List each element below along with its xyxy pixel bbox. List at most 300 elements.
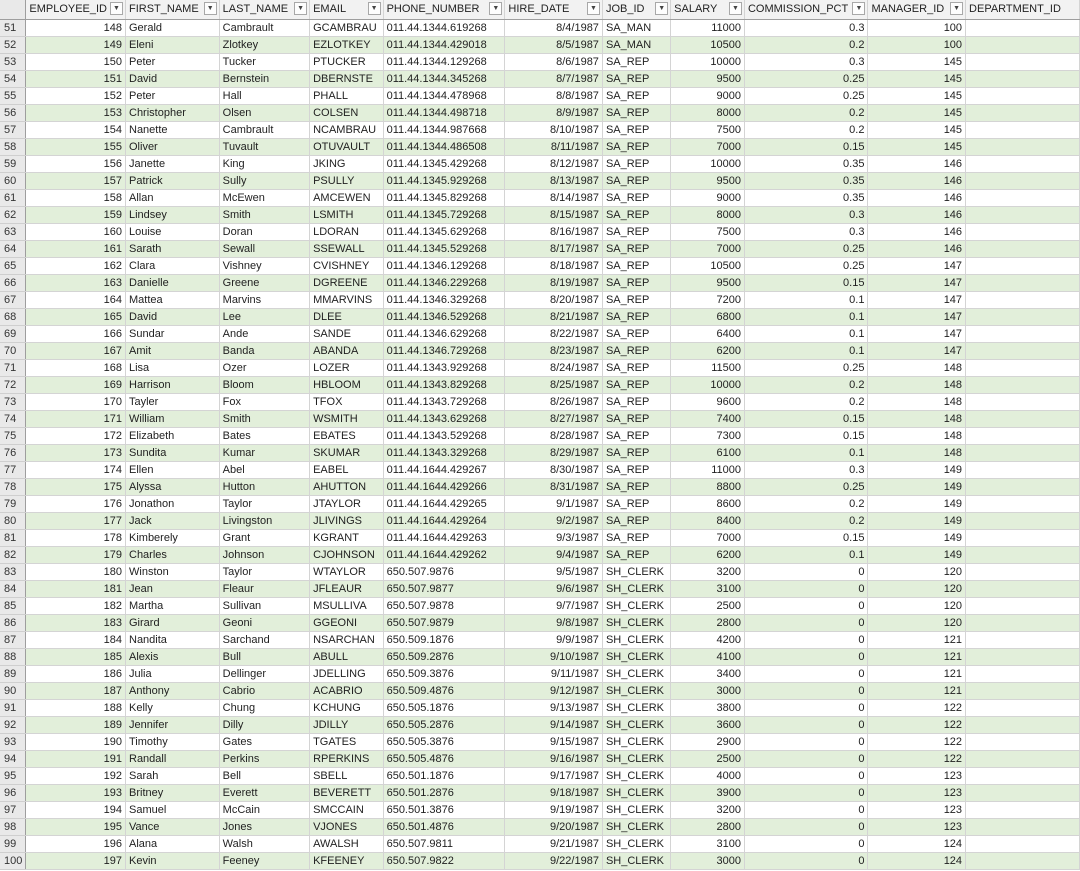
cell-ln[interactable]: Gates: [219, 733, 309, 750]
cell-em[interactable]: NCAMBRAU: [310, 121, 384, 138]
cell-ln[interactable]: Bell: [219, 767, 309, 784]
cell-ph[interactable]: 011.44.1344.619268: [383, 19, 505, 36]
cell-fn[interactable]: Nanette: [126, 121, 220, 138]
cell-com[interactable]: 0.25: [744, 257, 867, 274]
cell-sal[interactable]: 6200: [671, 342, 745, 359]
cell-hd[interactable]: 9/18/1987: [505, 784, 603, 801]
cell-dep[interactable]: [966, 699, 1080, 716]
cell-ph[interactable]: 011.44.1343.929268: [383, 359, 505, 376]
cell-sal[interactable]: 4200: [671, 631, 745, 648]
cell-fn[interactable]: Julia: [126, 665, 220, 682]
cell-em[interactable]: ABANDA: [310, 342, 384, 359]
cell-com[interactable]: 0.1: [744, 325, 867, 342]
cell-fn[interactable]: Oliver: [126, 138, 220, 155]
cell-em[interactable]: VJONES: [310, 818, 384, 835]
cell-id[interactable]: 189: [26, 716, 126, 733]
filter-dropdown-icon[interactable]: ▼: [852, 2, 865, 15]
cell-ph[interactable]: 650.509.1876: [383, 631, 505, 648]
cell-id[interactable]: 193: [26, 784, 126, 801]
cell-dep[interactable]: [966, 223, 1080, 240]
cell-mgr[interactable]: 100: [868, 36, 966, 53]
cell-em[interactable]: JTAYLOR: [310, 495, 384, 512]
cell-fn[interactable]: Amit: [126, 342, 220, 359]
cell-ln[interactable]: Ozer: [219, 359, 309, 376]
row-number[interactable]: 70: [0, 342, 26, 359]
cell-ln[interactable]: Tucker: [219, 53, 309, 70]
cell-id[interactable]: 155: [26, 138, 126, 155]
cell-em[interactable]: PTUCKER: [310, 53, 384, 70]
cell-mgr[interactable]: 121: [868, 682, 966, 699]
cell-ln[interactable]: Sarchand: [219, 631, 309, 648]
cell-em[interactable]: SANDE: [310, 325, 384, 342]
cell-hd[interactable]: 8/9/1987: [505, 104, 603, 121]
cell-hd[interactable]: 9/10/1987: [505, 648, 603, 665]
cell-job[interactable]: SH_CLERK: [602, 784, 670, 801]
cell-mgr[interactable]: 121: [868, 648, 966, 665]
cell-ln[interactable]: Olsen: [219, 104, 309, 121]
cell-em[interactable]: LDORAN: [310, 223, 384, 240]
column-header-fn[interactable]: [126, 0, 220, 19]
cell-id[interactable]: 160: [26, 223, 126, 240]
cell-com[interactable]: 0.2: [744, 121, 867, 138]
cell-job[interactable]: SH_CLERK: [602, 563, 670, 580]
cell-em[interactable]: JLIVINGS: [310, 512, 384, 529]
cell-sal[interactable]: 3000: [671, 682, 745, 699]
cell-em[interactable]: MMARVINS: [310, 291, 384, 308]
cell-em[interactable]: PSULLY: [310, 172, 384, 189]
cell-em[interactable]: ACABRIO: [310, 682, 384, 699]
cell-sal[interactable]: 9000: [671, 87, 745, 104]
cell-job[interactable]: SA_MAN: [602, 19, 670, 36]
cell-dep[interactable]: [966, 478, 1080, 495]
cell-hd[interactable]: 9/8/1987: [505, 614, 603, 631]
cell-ph[interactable]: 011.44.1644.429266: [383, 478, 505, 495]
cell-sal[interactable]: 3200: [671, 563, 745, 580]
cell-dep[interactable]: [966, 750, 1080, 767]
cell-ph[interactable]: 650.505.4876: [383, 750, 505, 767]
cell-dep[interactable]: [966, 631, 1080, 648]
cell-id[interactable]: 157: [26, 172, 126, 189]
cell-dep[interactable]: [966, 818, 1080, 835]
cell-com[interactable]: 0.3: [744, 19, 867, 36]
cell-ph[interactable]: 011.44.1346.529268: [383, 308, 505, 325]
cell-hd[interactable]: 8/30/1987: [505, 461, 603, 478]
cell-mgr[interactable]: 122: [868, 733, 966, 750]
cell-ph[interactable]: 011.44.1343.529268: [383, 427, 505, 444]
cell-ln[interactable]: Hall: [219, 87, 309, 104]
cell-ph[interactable]: 011.44.1343.629268: [383, 410, 505, 427]
cell-ln[interactable]: Dellinger: [219, 665, 309, 682]
cell-id[interactable]: 173: [26, 444, 126, 461]
row-number[interactable]: 64: [0, 240, 26, 257]
cell-sal[interactable]: 9000: [671, 189, 745, 206]
cell-job[interactable]: SA_REP: [602, 495, 670, 512]
cell-mgr[interactable]: 149: [868, 512, 966, 529]
cell-hd[interactable]: 9/7/1987: [505, 597, 603, 614]
cell-em[interactable]: JDILLY: [310, 716, 384, 733]
cell-fn[interactable]: Patrick: [126, 172, 220, 189]
row-number[interactable]: 55: [0, 87, 26, 104]
cell-id[interactable]: 152: [26, 87, 126, 104]
cell-fn[interactable]: Kimberely: [126, 529, 220, 546]
cell-ph[interactable]: 011.44.1344.498718: [383, 104, 505, 121]
row-number[interactable]: 61: [0, 189, 26, 206]
cell-ln[interactable]: Sullivan: [219, 597, 309, 614]
cell-sal[interactable]: 10000: [671, 376, 745, 393]
row-number[interactable]: 78: [0, 478, 26, 495]
cell-em[interactable]: TGATES: [310, 733, 384, 750]
cell-id[interactable]: 178: [26, 529, 126, 546]
cell-mgr[interactable]: 147: [868, 308, 966, 325]
cell-ln[interactable]: Abel: [219, 461, 309, 478]
cell-ln[interactable]: Johnson: [219, 546, 309, 563]
cell-fn[interactable]: Britney: [126, 784, 220, 801]
cell-hd[interactable]: 8/7/1987: [505, 70, 603, 87]
cell-ln[interactable]: Banda: [219, 342, 309, 359]
cell-mgr[interactable]: 145: [868, 121, 966, 138]
cell-sal[interactable]: 2500: [671, 597, 745, 614]
cell-job[interactable]: SA_REP: [602, 87, 670, 104]
cell-id[interactable]: 171: [26, 410, 126, 427]
cell-ln[interactable]: Everett: [219, 784, 309, 801]
cell-com[interactable]: 0.1: [744, 546, 867, 563]
cell-ln[interactable]: Doran: [219, 223, 309, 240]
cell-sal[interactable]: 7000: [671, 529, 745, 546]
cell-ph[interactable]: 011.44.1346.129268: [383, 257, 505, 274]
cell-hd[interactable]: 8/12/1987: [505, 155, 603, 172]
filter-dropdown-icon[interactable]: ▼: [110, 2, 123, 15]
cell-id[interactable]: 175: [26, 478, 126, 495]
cell-dep[interactable]: [966, 36, 1080, 53]
row-number[interactable]: 84: [0, 580, 26, 597]
cell-em[interactable]: HBLOOM: [310, 376, 384, 393]
cell-ph[interactable]: 650.501.2876: [383, 784, 505, 801]
cell-em[interactable]: EZLOTKEY: [310, 36, 384, 53]
cell-fn[interactable]: Anthony: [126, 682, 220, 699]
cell-job[interactable]: SH_CLERK: [602, 699, 670, 716]
cell-ph[interactable]: 650.507.9811: [383, 835, 505, 852]
cell-ln[interactable]: Zlotkey: [219, 36, 309, 53]
cell-job[interactable]: SA_REP: [602, 172, 670, 189]
cell-dep[interactable]: [966, 342, 1080, 359]
cell-com[interactable]: 0.25: [744, 87, 867, 104]
cell-job[interactable]: SH_CLERK: [602, 597, 670, 614]
cell-hd[interactable]: 8/21/1987: [505, 308, 603, 325]
row-number[interactable]: 89: [0, 665, 26, 682]
cell-hd[interactable]: 9/13/1987: [505, 699, 603, 716]
cell-id[interactable]: 166: [26, 325, 126, 342]
cell-fn[interactable]: Martha: [126, 597, 220, 614]
cell-ln[interactable]: Ande: [219, 325, 309, 342]
filter-dropdown-icon[interactable]: ▼: [655, 2, 668, 15]
cell-ln[interactable]: Cambrault: [219, 19, 309, 36]
cell-mgr[interactable]: 100: [868, 19, 966, 36]
cell-fn[interactable]: Lindsey: [126, 206, 220, 223]
cell-ln[interactable]: Walsh: [219, 835, 309, 852]
cell-com[interactable]: 0.3: [744, 53, 867, 70]
cell-hd[interactable]: 9/17/1987: [505, 767, 603, 784]
cell-fn[interactable]: Vance: [126, 818, 220, 835]
cell-com[interactable]: 0.25: [744, 240, 867, 257]
cell-ph[interactable]: 011.44.1345.929268: [383, 172, 505, 189]
cell-fn[interactable]: Louise: [126, 223, 220, 240]
cell-hd[interactable]: 8/20/1987: [505, 291, 603, 308]
row-number[interactable]: 79: [0, 495, 26, 512]
cell-ln[interactable]: Feeney: [219, 852, 309, 869]
cell-ln[interactable]: Taylor: [219, 563, 309, 580]
cell-em[interactable]: NSARCHAN: [310, 631, 384, 648]
cell-ph[interactable]: 011.44.1345.429268: [383, 155, 505, 172]
cell-ph[interactable]: 011.44.1644.429264: [383, 512, 505, 529]
cell-ph[interactable]: 011.44.1644.429263: [383, 529, 505, 546]
cell-sal[interactable]: 4000: [671, 767, 745, 784]
cell-hd[interactable]: 9/2/1987: [505, 512, 603, 529]
cell-id[interactable]: 165: [26, 308, 126, 325]
cell-com[interactable]: 0.1: [744, 308, 867, 325]
column-header-em[interactable]: [310, 0, 384, 19]
cell-ln[interactable]: McCain: [219, 801, 309, 818]
cell-ln[interactable]: Chung: [219, 699, 309, 716]
cell-dep[interactable]: [966, 325, 1080, 342]
cell-fn[interactable]: Clara: [126, 257, 220, 274]
cell-job[interactable]: SA_REP: [602, 308, 670, 325]
cell-hd[interactable]: 9/3/1987: [505, 529, 603, 546]
cell-job[interactable]: SA_REP: [602, 53, 670, 70]
cell-fn[interactable]: Harrison: [126, 376, 220, 393]
cell-dep[interactable]: [966, 70, 1080, 87]
cell-sal[interactable]: 6100: [671, 444, 745, 461]
cell-hd[interactable]: 9/22/1987: [505, 852, 603, 869]
cell-ln[interactable]: Fleaur: [219, 580, 309, 597]
cell-job[interactable]: SH_CLERK: [602, 665, 670, 682]
cell-sal[interactable]: 9600: [671, 393, 745, 410]
cell-dep[interactable]: [966, 87, 1080, 104]
cell-id[interactable]: 162: [26, 257, 126, 274]
cell-job[interactable]: SA_REP: [602, 104, 670, 121]
cell-mgr[interactable]: 145: [868, 53, 966, 70]
cell-com[interactable]: 0: [744, 852, 867, 869]
cell-ln[interactable]: Sully: [219, 172, 309, 189]
cell-mgr[interactable]: 148: [868, 444, 966, 461]
cell-id[interactable]: 185: [26, 648, 126, 665]
cell-sal[interactable]: 10000: [671, 155, 745, 172]
cell-dep[interactable]: [966, 410, 1080, 427]
cell-em[interactable]: SSEWALL: [310, 240, 384, 257]
cell-com[interactable]: 0.35: [744, 172, 867, 189]
cell-sal[interactable]: 6400: [671, 325, 745, 342]
cell-em[interactable]: CJOHNSON: [310, 546, 384, 563]
cell-ph[interactable]: 011.44.1644.429262: [383, 546, 505, 563]
cell-ln[interactable]: Sewall: [219, 240, 309, 257]
cell-job[interactable]: SH_CLERK: [602, 733, 670, 750]
cell-hd[interactable]: 8/29/1987: [505, 444, 603, 461]
cell-ln[interactable]: Geoni: [219, 614, 309, 631]
cell-ln[interactable]: Kumar: [219, 444, 309, 461]
cell-id[interactable]: 168: [26, 359, 126, 376]
cell-fn[interactable]: Alana: [126, 835, 220, 852]
cell-sal[interactable]: 7200: [671, 291, 745, 308]
cell-dep[interactable]: [966, 104, 1080, 121]
filter-dropdown-icon[interactable]: ▼: [587, 2, 600, 15]
cell-mgr[interactable]: 146: [868, 206, 966, 223]
cell-ln[interactable]: Vishney: [219, 257, 309, 274]
cell-job[interactable]: SH_CLERK: [602, 682, 670, 699]
cell-em[interactable]: OTUVAULT: [310, 138, 384, 155]
cell-dep[interactable]: [966, 648, 1080, 665]
cell-fn[interactable]: Peter: [126, 87, 220, 104]
cell-fn[interactable]: Kevin: [126, 852, 220, 869]
cell-job[interactable]: SA_REP: [602, 70, 670, 87]
cell-job[interactable]: SH_CLERK: [602, 716, 670, 733]
cell-sal[interactable]: 11000: [671, 19, 745, 36]
row-number[interactable]: 75: [0, 427, 26, 444]
cell-mgr[interactable]: 149: [868, 495, 966, 512]
cell-ln[interactable]: Smith: [219, 206, 309, 223]
cell-id[interactable]: 195: [26, 818, 126, 835]
filter-dropdown-icon[interactable]: ▼: [368, 2, 381, 15]
cell-id[interactable]: 170: [26, 393, 126, 410]
cell-job[interactable]: SA_REP: [602, 410, 670, 427]
cell-ph[interactable]: 650.509.2876: [383, 648, 505, 665]
cell-ln[interactable]: Smith: [219, 410, 309, 427]
cell-em[interactable]: SKUMAR: [310, 444, 384, 461]
cell-id[interactable]: 188: [26, 699, 126, 716]
cell-fn[interactable]: Jennifer: [126, 716, 220, 733]
column-header-id[interactable]: [26, 0, 126, 19]
cell-id[interactable]: 148: [26, 19, 126, 36]
cell-dep[interactable]: [966, 291, 1080, 308]
cell-fn[interactable]: Winston: [126, 563, 220, 580]
cell-com[interactable]: 0.3: [744, 223, 867, 240]
cell-hd[interactable]: 8/15/1987: [505, 206, 603, 223]
cell-id[interactable]: 197: [26, 852, 126, 869]
cell-fn[interactable]: Girard: [126, 614, 220, 631]
cell-sal[interactable]: 7500: [671, 223, 745, 240]
cell-fn[interactable]: Jonathon: [126, 495, 220, 512]
row-number[interactable]: 63: [0, 223, 26, 240]
cell-sal[interactable]: 11000: [671, 461, 745, 478]
cell-hd[interactable]: 9/1/1987: [505, 495, 603, 512]
cell-id[interactable]: 191: [26, 750, 126, 767]
cell-com[interactable]: 0.25: [744, 478, 867, 495]
cell-id[interactable]: 156: [26, 155, 126, 172]
filter-dropdown-icon[interactable]: ▼: [204, 2, 217, 15]
cell-ph[interactable]: 011.44.1344.478968: [383, 87, 505, 104]
cell-com[interactable]: 0: [744, 580, 867, 597]
cell-sal[interactable]: 3900: [671, 784, 745, 801]
cell-ph[interactable]: 011.44.1343.329268: [383, 444, 505, 461]
row-number[interactable]: 98: [0, 818, 26, 835]
cell-dep[interactable]: [966, 546, 1080, 563]
cell-mgr[interactable]: 147: [868, 274, 966, 291]
cell-em[interactable]: RPERKINS: [310, 750, 384, 767]
cell-mgr[interactable]: 124: [868, 835, 966, 852]
cell-hd[interactable]: 9/5/1987: [505, 563, 603, 580]
cell-ln[interactable]: Grant: [219, 529, 309, 546]
cell-com[interactable]: 0.15: [744, 410, 867, 427]
cell-dep[interactable]: [966, 767, 1080, 784]
cell-sal[interactable]: 7000: [671, 138, 745, 155]
cell-em[interactable]: AWALSH: [310, 835, 384, 852]
cell-mgr[interactable]: 149: [868, 461, 966, 478]
cell-sal[interactable]: 9500: [671, 70, 745, 87]
cell-job[interactable]: SA_REP: [602, 478, 670, 495]
cell-job[interactable]: SA_REP: [602, 546, 670, 563]
cell-com[interactable]: 0.25: [744, 70, 867, 87]
cell-dep[interactable]: [966, 274, 1080, 291]
cell-job[interactable]: SA_REP: [602, 189, 670, 206]
select-all-corner[interactable]: [0, 0, 26, 19]
cell-mgr[interactable]: 145: [868, 104, 966, 121]
cell-sal[interactable]: 8600: [671, 495, 745, 512]
cell-dep[interactable]: [966, 665, 1080, 682]
cell-job[interactable]: SA_REP: [602, 274, 670, 291]
cell-job[interactable]: SA_REP: [602, 444, 670, 461]
cell-sal[interactable]: 2500: [671, 750, 745, 767]
cell-em[interactable]: LSMITH: [310, 206, 384, 223]
cell-em[interactable]: GGEONI: [310, 614, 384, 631]
cell-ln[interactable]: King: [219, 155, 309, 172]
cell-dep[interactable]: [966, 529, 1080, 546]
row-number[interactable]: 91: [0, 699, 26, 716]
cell-mgr[interactable]: 148: [868, 427, 966, 444]
column-header-ln[interactable]: [219, 0, 309, 19]
cell-id[interactable]: 182: [26, 597, 126, 614]
cell-ph[interactable]: 011.44.1344.429018: [383, 36, 505, 53]
row-number[interactable]: 66: [0, 274, 26, 291]
cell-ln[interactable]: Livingston: [219, 512, 309, 529]
cell-mgr[interactable]: 146: [868, 189, 966, 206]
cell-em[interactable]: AMCEWEN: [310, 189, 384, 206]
cell-job[interactable]: SA_REP: [602, 257, 670, 274]
cell-ph[interactable]: 650.509.4876: [383, 682, 505, 699]
cell-sal[interactable]: 3800: [671, 699, 745, 716]
cell-job[interactable]: SA_REP: [602, 155, 670, 172]
cell-com[interactable]: 0: [744, 682, 867, 699]
cell-em[interactable]: DLEE: [310, 308, 384, 325]
cell-fn[interactable]: Mattea: [126, 291, 220, 308]
cell-ph[interactable]: 650.509.3876: [383, 665, 505, 682]
cell-em[interactable]: CVISHNEY: [310, 257, 384, 274]
cell-sal[interactable]: 9500: [671, 274, 745, 291]
cell-dep[interactable]: [966, 784, 1080, 801]
cell-com[interactable]: 0.15: [744, 529, 867, 546]
cell-hd[interactable]: 9/4/1987: [505, 546, 603, 563]
cell-sal[interactable]: 8800: [671, 478, 745, 495]
cell-dep[interactable]: [966, 189, 1080, 206]
cell-em[interactable]: WSMITH: [310, 410, 384, 427]
cell-ln[interactable]: Cabrio: [219, 682, 309, 699]
cell-com[interactable]: 0: [744, 835, 867, 852]
cell-ph[interactable]: 650.505.2876: [383, 716, 505, 733]
cell-com[interactable]: 0: [744, 614, 867, 631]
cell-fn[interactable]: Sundar: [126, 325, 220, 342]
cell-em[interactable]: KCHUNG: [310, 699, 384, 716]
cell-em[interactable]: PHALL: [310, 87, 384, 104]
row-number[interactable]: 92: [0, 716, 26, 733]
cell-com[interactable]: 0.15: [744, 427, 867, 444]
cell-id[interactable]: 159: [26, 206, 126, 223]
row-number[interactable]: 86: [0, 614, 26, 631]
cell-com[interactable]: 0: [744, 716, 867, 733]
cell-sal[interactable]: 3400: [671, 665, 745, 682]
filter-dropdown-icon[interactable]: ▼: [294, 2, 307, 15]
cell-fn[interactable]: Alyssa: [126, 478, 220, 495]
cell-ln[interactable]: Bernstein: [219, 70, 309, 87]
cell-hd[interactable]: 9/20/1987: [505, 818, 603, 835]
cell-sal[interactable]: 10000: [671, 53, 745, 70]
cell-mgr[interactable]: 148: [868, 410, 966, 427]
